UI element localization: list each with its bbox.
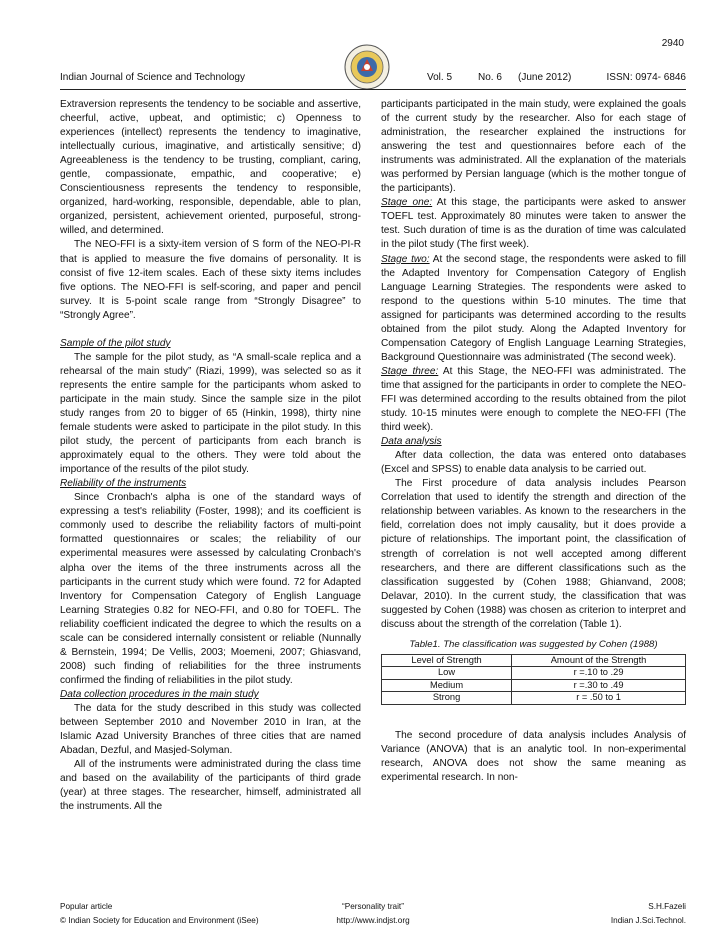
running-header <box>60 70 686 86</box>
issue-date: (June 2012) <box>518 72 572 83</box>
paragraph: The second procedure of data analysis includes Analysis of Variance (ANOVA) that is an analytic tool. In non-experimental research, ANOVA does not show the same meaning as experimental research. In non- <box>381 729 686 783</box>
table-cell: Medium <box>382 679 512 692</box>
footer-article-title: “Personality trait” <box>342 902 404 911</box>
paragraph: All of the instruments were administrated during the class time and based on the availability of the participants of third grade (year) at three stages. The researcher, himself, administrated all the instruments. All the <box>60 759 361 813</box>
footer-article-type: Popular article <box>60 902 113 911</box>
stage-two-label: Stage two: <box>381 253 430 265</box>
right-column <box>381 98 686 785</box>
section-heading-sample: Sample of the pilot study <box>60 337 171 349</box>
journal-title: Indian Journal of Science and Technology <box>60 72 245 83</box>
paragraph: Extraversion represents the tendency to be sociable and assertive, cheerful, active, upbeat, and optimistic; c) Openness to experiences (intellect) represents the tendency to imaginative, intellectually curious, imaginative, and artistically sensitive; d) Agreeableness is the tendency to be trusting, compliant, caring, gentle, compassionate, empathic, and cooperative; e) Conscientiousness represents the tendency to responsible, organized, hard-working, responsible, dependable, able to plan, organized, persistent, achievement oriented, purposeful, strong-willed, and determined. <box>60 99 361 237</box>
spacer <box>381 705 686 729</box>
paragraph: The data for the study described in this study was collected between September 2010 and November 2010 in Iran, at the Islamic Azad University Branches of three cities that are named Abadan, Dezful, and Masjed-Solyman. <box>60 702 361 757</box>
spacer <box>60 323 361 337</box>
paragraph-stage-one <box>381 196 686 252</box>
header-rule <box>60 89 686 90</box>
paragraph: After data collection, the data was entered onto databases (Excel and SPSS) to enable data analysis to be carried out. <box>381 450 686 476</box>
paragraph-stage-two <box>381 253 686 365</box>
table-row <box>382 679 686 692</box>
cohen-classification-table <box>381 654 686 705</box>
table-header-cell: Level of Strength <box>382 654 512 667</box>
left-column <box>60 98 361 814</box>
footer-copyright: © Indian Society for Education and Environment (iSee) <box>60 916 259 925</box>
issn: ISSN: 0974- 6846 <box>606 72 686 83</box>
paragraph: The First procedure of data analysis includes Pearson Correlation that used to identify the strength and direction of the relationship between variables. As known to the researchers in the field, correlation does not imply causality, but it does provide a picture of relationships. The important point, the classification of strength of correlation is not well accepted among different researchers, and there are different classifications such as the classification suggested by (Cohen 1988; Ghianvand, 2008; Delavar, 2010). In the current study, the classification that was suggested by Cohen (1988) was chosen as criterion to interpret and discuss about the strength of the correlation (Table 1). <box>381 478 686 630</box>
stage-three-text: At this Stage, the NEO-FFI was administrated. The time that assigned for the participants in order to complete the NEO-FFI was determined according to the results obtained from the pilot study. 10-15 minutes were enough to complete the NEO-FFI (The third week). <box>381 365 687 434</box>
table-header-cell: Amount of the Strength <box>512 654 686 667</box>
table-header-row <box>382 654 686 667</box>
section-heading-data-analysis: Data analysis <box>381 436 442 448</box>
paragraph: participants participated in the main study, were explained the goals of the current study by the researcher. Also for each stage of administration, the researcher explained the instructions for answering the test and questionnaires before each of the instruments was administrated. All the explanation of the materials was performed by Persian language (which is the mother tongue of the participants). <box>381 99 686 195</box>
issue-number: No. 6 <box>478 72 502 83</box>
section-heading-data-collection: Data collection procedures in the main study <box>60 688 259 700</box>
table-cell: Strong <box>382 692 512 705</box>
volume: Vol. 5 <box>427 72 453 83</box>
table-cell: r =.10 to .29 <box>512 667 686 680</box>
footer-journal-abbrev: Indian J.Sci.Technol. <box>610 916 686 925</box>
footer-url[interactable]: http://www.indjst.org <box>336 916 410 925</box>
table-row <box>382 667 686 680</box>
footer-author: S.H.Fazeli <box>648 902 686 911</box>
table-cell: Low <box>382 667 512 680</box>
paragraph: Since Cronbach's alpha is one of the standard ways of expressing a test's reliability (Foster, 1998); and its coefficient is commonly used to describe the reliability factors of multi-point formatted questionnaires or scales; the reliability of our experimental measures were assessed by calculating Cronbach's alpha over the items of the three instruments across all the participants in the current study which were found. 72 for Adapted Inventory for Compensation Category of English Language Learning Strategies 0.82 for NEO-FFI, and 0.80 for TOEFL. The reliability coefficient indicated the degree to which the results on a scale can be considered internally consistent or reliable (Nunnally & Bernstein, 1994; De Vellis, 2003; Moemeni, 2007; Ghiasvand, 2008) such finding of reliabilities for the three instruments confirmed the finding of reliabilities in the pilot study. <box>60 492 361 686</box>
paragraph: The NEO-FFI is a sixty-item version of S form of the NEO-PI-R that is applied to measure the five domains of personality. It is consist of five 12-item scales. Each of these sixty items includes five options. The NEO-FFI is self-scoring, and paper and pencil survey. It is 5-point scale range from “Strongly Disagree” to “Strongly Agree”. <box>60 239 361 321</box>
stage-one-label: Stage one: <box>381 197 433 209</box>
table-cell: r =.30 to .49 <box>512 679 686 692</box>
paragraph: The sample for the pilot study, as “A small-scale replica and a rehearsal of the main study” (Riazi, 1999), was selected so as it represents the entire sample for the participants whom asked to participate in the main study. Since the sample size in the pilot study ranges from 20 to bigger of 65 (Hinkin, 1998), thirty nine female students were asked to participate in the pilot study. In this pilot study, the percent of participants from each branch is approximately equal to the others. They were told about the importance of the results of the pilot study. <box>60 351 361 476</box>
stage-one-text: At this stage, the participants were asked to answer TOEFL test. Approximately 80 minutes were taken to answer the test. Such duration of time is as the duration of time was calculated in the pilot study (The first week). <box>381 197 687 251</box>
section-heading-reliability: Reliability of the instruments <box>60 478 187 490</box>
stage-two-text: At the second stage, the respondents were asked to fill the Adapted Inventory for Compensation Category of English Language Learning Strategies. The respondents were asked to respond to the questions within 5-10 minutes. The time that assigned for participants was determined according to the results obtained from the pilot study. Along the Adapted Inventory for Compensation Category of English Language Learning Strategies, Background Questionnaire was administrated (The second week). <box>381 253 686 363</box>
paragraph-stage-three <box>381 365 686 435</box>
table-row <box>382 692 686 705</box>
page-number: 2940 <box>661 38 684 49</box>
table-cell: r = .50 to 1 <box>512 692 686 705</box>
table-caption: Table1. The classification was suggested by Cohen (1988) <box>409 638 658 650</box>
stage-three-label: Stage three: <box>381 365 439 377</box>
